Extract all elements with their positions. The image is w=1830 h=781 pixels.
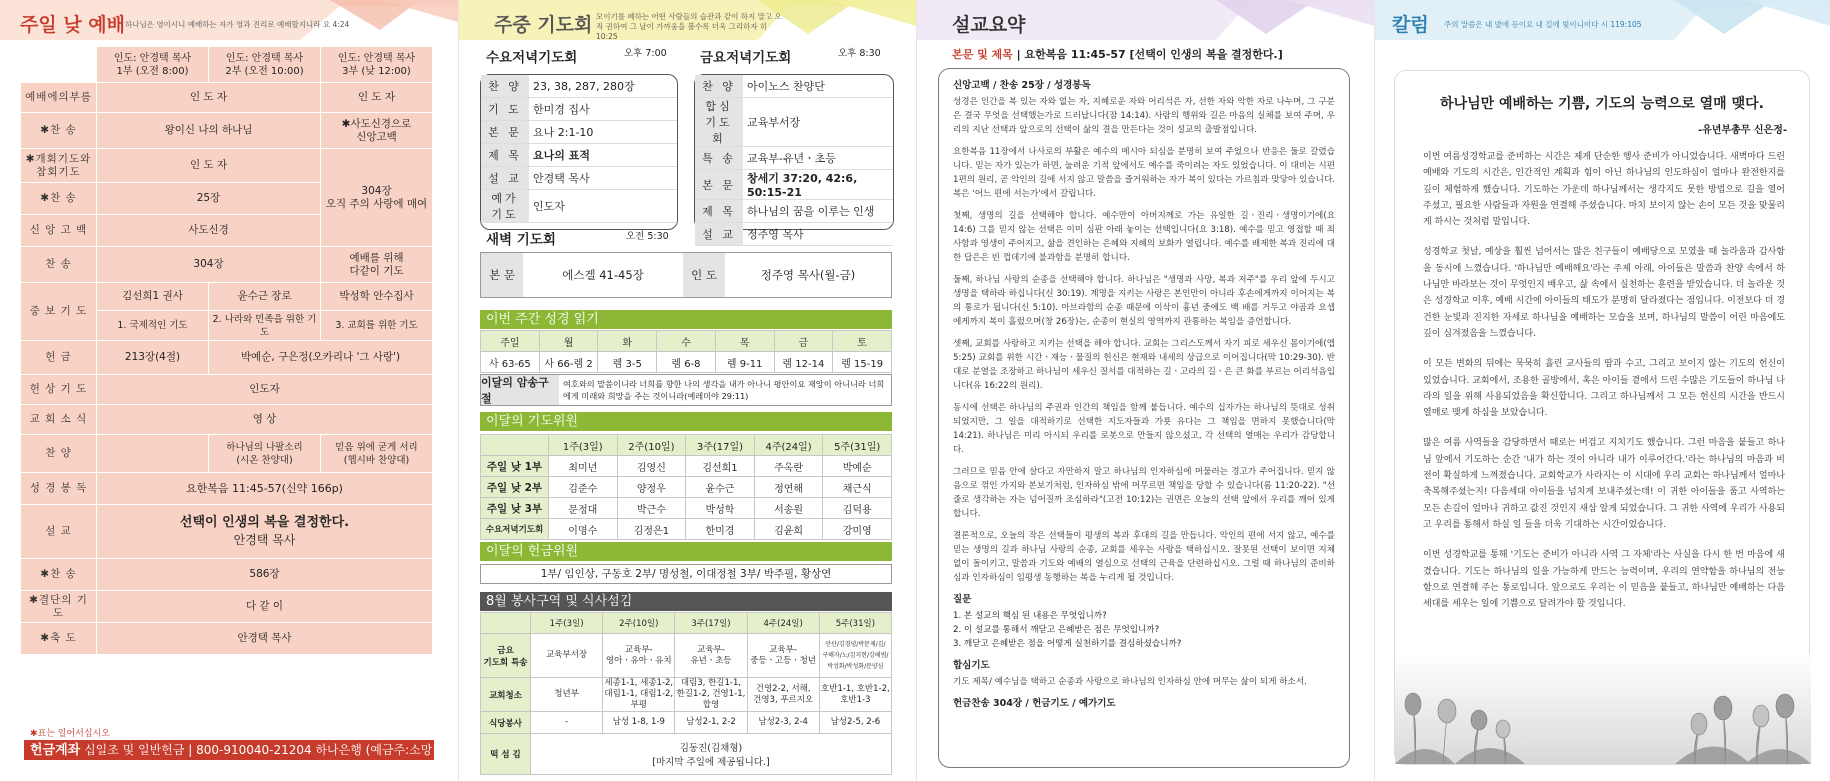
- table-row: [481, 613, 892, 634]
- cell: 304장 오직 주의 사랑에 매여: [321, 149, 433, 247]
- column-box: [1394, 70, 1810, 765]
- row-value: 요나 2:1-10: [529, 121, 677, 144]
- prayer-heading: 합심기도: [953, 660, 990, 671]
- cell: 예배를 위해 다같이 기도: [321, 247, 433, 283]
- row-value: 정주영 목사: [743, 223, 893, 246]
- cell: ✱사도신경으로 신앙고백: [321, 113, 433, 149]
- column-body: [1423, 149, 1785, 626]
- table-row: [21, 113, 433, 149]
- scripture-label: 본문 및 제목: [952, 48, 1013, 61]
- service-cell: 건영2-2, 서해, 건영3, 푸르지오: [747, 678, 819, 712]
- name-cell: 최미년: [549, 456, 618, 477]
- dawn-prayer-box: [480, 252, 892, 298]
- row-value: 한미경 집사: [529, 98, 677, 121]
- row-label: 중 보 기 도: [21, 283, 97, 341]
- table-row: [695, 200, 893, 223]
- service-cell: 안산/김경녕/박문제/김/ 구해자/노/김지현/강해범/ 박성화/박성화/문양심: [819, 634, 891, 678]
- page-title: 설교요약: [952, 14, 1026, 36]
- row-key: 예가기도: [481, 190, 529, 223]
- header-banner: [916, 0, 1374, 42]
- row-value: 안경택 목사: [529, 167, 677, 190]
- sermon-cell: [97, 505, 433, 559]
- service-cell: 교육부- 영아ㆍ유아ㆍ유치: [603, 634, 675, 678]
- cell: 213장(4절): [97, 341, 209, 375]
- tulip-illustration: [1395, 654, 1811, 764]
- table-row: [695, 98, 893, 147]
- name-cell: 김덕용: [823, 498, 892, 519]
- cell: 요한복음 11:45-57(신약 166p): [97, 473, 433, 505]
- reading-day: 월: [539, 331, 598, 352]
- page-title: 칼럼: [1392, 14, 1429, 36]
- name-cell: 김준수: [549, 477, 618, 498]
- week-header: 2주(10일): [617, 435, 686, 456]
- reading-day: 토: [833, 331, 892, 352]
- reading-range: 렘 15-19: [833, 352, 892, 373]
- service-cell: 남성2-1, 2-2: [675, 712, 747, 734]
- fri-prayer-title: 금요저녁기도회: [700, 50, 792, 66]
- sermon-paragraph: 성경은 인간을 복 있는 자와 없는 자, 지혜로운 자와 어리석은 자, 선한 자와 악한 자로 나누며, 그 구분은 결국 무엇을 선택했는가로 드러납니다(잠 14:14). 사람의 행위와 길은 마음의 실체를 보여 주며, 우리의 지난 선택과 앞으로의 선택이 삶의 결을 만든다는 것이 설교의 출발점입니다.: [953, 97, 1335, 135]
- row-label: ✱개회기도와 참회기도: [21, 149, 97, 183]
- row-label: 신 앙 고 백: [21, 215, 97, 247]
- service-cell: 호반1-1, 호반1-2, 호반1-3: [819, 678, 891, 712]
- page-column: [1374, 0, 1830, 780]
- memory-text: 여호와의 말씀이니라 너희를 향한 나의 생각을 내가 아나니 평안이요 재앙이 아니니라 너희에게 미래와 희망을 주는 것이니라(예레미야 29:11): [563, 379, 885, 401]
- dawn-leader: 정주영 목사(월-금): [760, 268, 856, 282]
- week-header: 3주(17일): [675, 613, 747, 634]
- sermon-hymn-heading: 신앙고백 / 찬송 25장 / 성경봉독: [953, 80, 1091, 91]
- service-cell: 남성2-5, 2-6: [819, 712, 891, 734]
- week-header: 5주(31일): [819, 613, 891, 634]
- cell: 304장: [97, 247, 321, 283]
- reading-day: 화: [598, 331, 657, 352]
- sermon-title: 선택이 인생의 복을 결정한다.: [179, 515, 350, 530]
- table-row: [21, 149, 433, 183]
- cell: 박예순, 구은정(오카리나 '그 사랑'): [209, 341, 433, 375]
- row-key: 설 교: [481, 167, 529, 190]
- dawn-key-2: 인 도: [683, 253, 725, 297]
- service-cell: 교육부- 유년ㆍ초등: [675, 634, 747, 678]
- reading-bar: 이번 주간 성경 읽기: [480, 310, 892, 329]
- table-row: [481, 456, 892, 477]
- cell: 25장: [97, 183, 321, 215]
- name-cell: 김선희1: [686, 456, 755, 477]
- merged-cell: 김동진(김채형) [마지막 주일에 제공됩니다.]: [531, 734, 892, 775]
- fri-prayer-time: 오후 8:30: [838, 48, 881, 59]
- row-label: ✱결단의 기도: [21, 591, 97, 623]
- page-weekday-prayer: [458, 0, 916, 780]
- questions-heading: 질문: [953, 594, 972, 605]
- cell: 1. 국제적인 기도: [97, 311, 209, 341]
- row-label: 금요 기도회 특송: [481, 634, 531, 678]
- cell: 김선희1 권사: [97, 283, 209, 311]
- name-cell: 양정우: [617, 477, 686, 498]
- fri-prayer-box: [694, 74, 894, 241]
- row-key: 합심기도회: [695, 98, 743, 147]
- service-cell: -: [531, 712, 603, 734]
- cell: 3. 교회를 위한 기도: [321, 311, 433, 341]
- column-title: 하나님만 예배하는 기쁨, 기도의 능력으로 열매 맺다.: [1440, 96, 1764, 112]
- column-paragraph: 많은 여름 사역들을 감당하면서 때로는 버겁고 지치기도 했습니다. 그런 마음을 붙들고 하나님 앞에서 기도하는 순간 '내가 하는 것이 아니라 내가 이루어간다.'라는 하나님의 마음과 비전이 확실하게 느껴졌습니다. 교회학교가 사라지는 이 시대에 우리 교회는 하나님께서 얼마나 축복해주셨는지! 다음세대 아이들을 넘치게 보내주셨는데! 이 귀한 아이들을 품고 사역하는 모든 손길이 얼마나 귀하고 값진 것인지 새삼 알게 되었습니다. 그 귀한 사역에 우리가 사용되고 우리를 통해서 하실 일 들을 더욱 기대하는 시간이었습니다.: [1423, 438, 1785, 530]
- sermon-paragraph: 결론적으로, 오늘의 작은 선택들이 평생의 복과 후대의 길을 만듭니다. 악인의 편에 서지 않고, 예수를 믿는 생명의 길과 하나님 사랑의 순종, 교회를 세우는 사랑을 택하십시오. 잘못된 선택이 보이면 지체 없이 돌이키고, 말씀과 기도와 예배의 열심으로 선택의 근육을 단련하십시오. 그럴 때 하나님의 준비하심과 인자하심이 임평생 동행하는 복을 누리게 될 것입니다.: [953, 531, 1335, 583]
- row-key: 찬 양: [695, 75, 743, 98]
- table-row: [695, 75, 893, 98]
- cell: 믿음 위에 굳게 서리 (헵시바 찬양대): [321, 435, 433, 473]
- row-key: 설 교: [695, 223, 743, 246]
- table-row: [21, 47, 433, 83]
- cell: 586장: [97, 559, 433, 591]
- table-row: [481, 331, 892, 352]
- row-label: 성 경 봉 독: [21, 473, 97, 505]
- table-row: [481, 519, 892, 540]
- row-key: 본 문: [481, 121, 529, 144]
- cell: 인 도 자: [97, 149, 321, 183]
- page-sermon-summary: [916, 0, 1374, 780]
- table-row: [21, 83, 433, 113]
- sermon-paragraph: 첫째, 생명의 길을 선택해야 합니다. 예수만이 아버지께로 가는 유일한 길ㆍ진리ㆍ생명이기에(요 14:6) 그를 믿지 않는 선택은 이미 심판 아래 놓이는 선택입니다(요 3:18). 예수를 믿고 영접할 때 죄 사함과 영생이 주어지고, 삶을 견인하는 은혜와 지혜의 보화가 열립니다. 예수를 배제한 복과 진리에 대한 답은은 빈 껍데기에 불과함을 분명히 합니다.: [953, 211, 1335, 263]
- reading-range: 렘 9-11: [715, 352, 774, 373]
- week-header: 3주(17일): [686, 435, 755, 456]
- row-label: 예배에의부름: [21, 83, 97, 113]
- service-area-table: [480, 612, 892, 775]
- name-cell: 채근식: [823, 477, 892, 498]
- row-label: 식당봉사: [481, 712, 531, 734]
- service-cell: 대림3, 한길1-1, 한길1-2, 건영1-1, 합영: [676, 678, 746, 710]
- reading-range: 사 63-65: [481, 352, 540, 373]
- row-key: 제 목: [695, 200, 743, 223]
- cell: 인도자: [97, 375, 433, 405]
- cell: 왕이신 나의 하나님: [97, 113, 321, 149]
- cell: 안경택 목사: [97, 623, 433, 655]
- table-row: [481, 98, 677, 121]
- dawn-prayer-title: 새벽 기도회: [486, 232, 556, 248]
- row-value: 23, 38, 287, 280장: [529, 75, 677, 98]
- worship-order-table: [20, 46, 433, 655]
- fri-prayer-table: [695, 75, 893, 246]
- wed-prayer-table: [481, 75, 677, 223]
- page-subtitle: 주의 말씀은 내 발에 등이요 내 길에 빛이니이다 시 119:105: [1444, 20, 1642, 29]
- row-label: 헌 금: [21, 341, 97, 375]
- question-list: [953, 609, 1335, 651]
- row-label: ✱축 도: [21, 623, 97, 655]
- bank-account-bar: [24, 740, 434, 778]
- row-label: ✱찬 송: [21, 559, 97, 591]
- table-row: [21, 247, 433, 283]
- reading-day: 수: [657, 331, 716, 352]
- sermon-body: [953, 95, 1335, 585]
- wed-prayer-title: 수요저녁기도회: [486, 50, 578, 66]
- row-label: 주일 낮 3부: [481, 498, 549, 519]
- table-row: [21, 591, 433, 623]
- cell: 박성학 안수집사: [321, 283, 433, 311]
- table-row: [695, 147, 893, 170]
- bank-label: 헌금계좌: [30, 743, 81, 758]
- sermon-paragraph: 둘째, 하나님 사랑의 순종을 선택해야 합니다. 하나님은 "생명과 사망, 복과 저주"를 우리 앞에 두시고 생명을 택하라 하십니다(신 30:19). 계명을 지키는 사랑은 본인만이 아니라 후손에게까지 이어지는 복의 통로가 됩니다(신 5:10). 아브라함의 순종 때문에 이삭이 흉년 중에도 백 배를 거두고 야곱과 요셉에게까지 복이 흘렀으며(창 26장)는, 순종이 현실의 영역까지 관통하는 복임을 증언합니다.: [953, 275, 1335, 327]
- sermon-paragraph: 그러므로 믿음 안에 살다고 자만하지 말고 하나님의 인자하심에 머물러는 경고가 주어집니다. 믿지 않음으로 꺾인 가지와 본보기처럼, 인자하심 밖에 머무르면 책임을 당할 수 있습니다(롬 11:20-22). "선 줄로 생각하는 자는 넘어질까 조심하라"(고전 10:12)는 권면은 오늘의 선택 앞에서 우리를 깨어 있게 합니다.: [953, 467, 1335, 519]
- row-key: 기 도: [481, 98, 529, 121]
- name-cell: 한미경: [686, 519, 755, 540]
- cell: 인 도 자: [97, 83, 321, 113]
- table-row: [481, 75, 677, 98]
- name-cell: 박근수: [617, 498, 686, 519]
- table-row: [481, 634, 892, 678]
- table-row: [21, 341, 433, 375]
- name-cell: 서송원: [754, 498, 823, 519]
- page-title: 주일 낮 예배: [20, 14, 125, 36]
- column-paragraph: 이번 여름성경학교를 준비하는 시간은 제게 단순한 행사 준비가 아니었습니다. 새벽마다 드린 예배와 기도의 시간은, 인간적인 계획과 힘이 아닌 하나님의 인도하심이 얼마나 완전한지를 깊이 체험하게 했습니다. 기도하는 가운데 하나님께서는 생각지도 못한 방법으로 길을 열어 주셨고, 필요한 사람들과 자원을 연결해 주셨습니다. 마치 보이지 않는 손이 모든 것을 맞물리게 하시는 것처럼 말입니다.: [1423, 152, 1785, 228]
- row-value: 아이노스 찬양단: [743, 75, 893, 98]
- table-row: [21, 435, 433, 473]
- reading-range: 렘 6-8: [657, 352, 716, 373]
- service-1-header: 인도: 안경택 목사 1부 (오전 8:00): [97, 47, 209, 83]
- cell: 하나님의 나팔소리 (시온 찬양대): [209, 435, 321, 473]
- scripture-heading: 본문 및 제목 | 요한복음 11:45-57 [선택이 인생의 복을 결정한다.]: [952, 48, 1283, 61]
- name-cell: 정연해: [754, 477, 823, 498]
- service-cell: 남성2-3, 2-4: [747, 712, 819, 734]
- service-cell: 교육부서장: [531, 634, 603, 678]
- week-header: 2주(10일): [603, 613, 675, 634]
- table-row: [21, 283, 433, 311]
- table-row: [481, 734, 892, 775]
- service-area-bar: 8월 봉사구역 및 식사섬김: [480, 592, 892, 611]
- corner-cell: [481, 613, 531, 634]
- page-divider: [1374, 0, 1375, 780]
- column-paragraph: 성경학교 첫날, 예상을 훨씬 넘어서는 많은 친구들이 예배당으로 모였을 때 놀라움과 감사함을 동시에 느꼈습니다. '하나님만 예배해요'라는 주제 아래, 아이들은 말씀과 찬양 속에서 하나님만 바라보는 것이 무엇인지 배우고, 삶 속에서 실천하는 훈련을 받았습니다. 더 놀라운 것은 성경학교 이후, 예배 시간에 아이들의 태도가 분명히 달라졌다는 점입니다. 이전보다 더 경건한 눈빛과 진지한 자세로 하나님을 예배하는 모습을 보며, 하나님의 말씀이 어린 마음에도 깊이 심겨졌음을 느꼈습니다.: [1423, 247, 1785, 339]
- service-2-header: 인도: 안경택 목사 2부 (오전 10:00): [209, 47, 321, 83]
- reading-range: 렘 3-5: [598, 352, 657, 373]
- sermon-footer: 헌금찬송 304장 / 헌금기도 / 예가기도: [953, 698, 1116, 709]
- week-header: 1주(3일): [531, 613, 603, 634]
- question-item: 2. 이 설교를 통해서 깨닫고 은혜받은 점은 무엇입니까?: [953, 625, 1160, 635]
- sermon-preacher: 안경택 목사: [233, 533, 296, 547]
- table-row: [21, 473, 433, 505]
- table-row: [695, 170, 893, 200]
- table-row: [481, 352, 892, 373]
- header-banner: [458, 0, 916, 42]
- service-3-header: 인도: 안경택 목사 3부 (낮 12:00): [321, 47, 433, 83]
- wed-prayer-box: [480, 74, 678, 230]
- sermon-paragraph: 요한복음 11장에서 나사로의 부활은 예수의 메시아 되심을 분명히 보여 주었으나 반응은 둘로 갈렸습니다. 믿는 자가 있는가 하면, 눌려운 기적 앞에서도 예수를 죽이려는 자도 있었습니다. 이 대비는 시편 1편의 원리, 곧 악인의 길에 서지 않고 말씀을 즐거워하는 자가 복이 있다는 가르침과 맞닿아 있습니다. 복은 '어느 편에 서는가'에서 갈립니다.: [953, 147, 1335, 199]
- page-title: 주중 기도회: [494, 14, 593, 36]
- row-value: 교육부-유년ㆍ초등: [743, 147, 893, 170]
- header-banner: [1374, 0, 1830, 42]
- row-label: ✱찬 송: [21, 183, 97, 215]
- row-value: 요나의 표적: [529, 144, 677, 167]
- table-row: [21, 559, 433, 591]
- service-cell: 교육부- 중등ㆍ고등ㆍ청년: [747, 634, 819, 678]
- offering-committee-text: 1부/ 임인상, 구동호 2부/ 명성철, 이대정철 3부/ 박주필, 황상연: [480, 564, 892, 584]
- service-cell: 세종1-1, 세종1-2, 대림1-1, 대림1-2, 부평: [604, 678, 674, 710]
- row-key: 본 문: [695, 170, 743, 200]
- row-key: 특 송: [695, 147, 743, 170]
- table-row: [21, 505, 433, 559]
- bank-text: 십일조 및 일반헌금 | 800-910040-21204 하나은행 (예금주:소망교회): [30, 743, 433, 778]
- row-label: 교 회 소 식: [21, 405, 97, 435]
- row-value: 교육부서장: [743, 98, 893, 147]
- corner-cell: [481, 435, 549, 456]
- row-label: 주일 낮 1부: [481, 456, 549, 477]
- row-label: 헌 상 기 도: [21, 375, 97, 405]
- reading-day: 목: [715, 331, 774, 352]
- row-value: 인도자: [529, 190, 677, 223]
- cell: 사도신경: [97, 215, 321, 247]
- row-key: 제 목: [481, 144, 529, 167]
- question-item: 1. 본 설교의 핵심 된 내용은 무엇입니까?: [953, 611, 1107, 621]
- row-label: 설 교: [21, 505, 97, 559]
- cell: 윤수근 장로: [209, 283, 321, 311]
- row-label: 찬 양: [21, 435, 97, 473]
- sermon-box: [938, 68, 1350, 768]
- table-row: [481, 121, 677, 144]
- table-row: [481, 498, 892, 519]
- memory-label: 이달의 암송구절: [481, 375, 559, 405]
- row-label: 주일 낮 2부: [481, 477, 549, 498]
- standing-note: ✱표는 일어서십시오: [30, 729, 110, 739]
- column-paragraph: 이 모든 변화의 뒤에는 묵묵히 흘린 교사들의 땀과 수고, 그리고 보이지 않는 기도의 헌신이 있었습니다. 교회에서, 조용한 골방에서, 혹은 아이들 곁에서 드린 수많은 기도들이 하나님 나라의 일을 위해 사용되었음을 확신합니다. 그리고 하나님께서 그 모든 헌신의 시간을 반드시 열매로 맺게 하심을 보았습니다.: [1423, 359, 1785, 419]
- name-cell: 박예순: [823, 456, 892, 477]
- row-label: ✱찬 송: [21, 113, 97, 149]
- week-header: 4주(24일): [747, 613, 819, 634]
- sermon-paragraph: 동시에 선택은 하나님의 주권과 인간의 책임을 함께 붙듭니다. 예수의 십자가는 하나님의 뜻대로 성취되었지만, 그 일을 대적하기로 선택한 지도자들과 가룟 유다는 그 책임을 면하지 못했습니다(막 14:21). 하나님은 미리 아시되 우리를 로봇으로 만들지 않으셨고, 각 선택의 열매는 우리가 감당합니다.: [953, 403, 1335, 455]
- reading-range: 렘 12-14: [774, 352, 833, 373]
- week-header: 1주(3일): [549, 435, 618, 456]
- name-cell: 강미영: [823, 519, 892, 540]
- sermon-paragraph: 셋째, 교회를 사랑하고 지키는 선택을 해야 합니다. 교회는 그리스도께서 자기 피로 세우신 몸이기에(엡 5:25) 교회를 위한 시간ㆍ재능ㆍ물질의 헌신은 현재와 내세의 상급으로 이어집니다(막 10:29-30). 반대로 분열을 조장하고 하나님이 세우신 질서를 대적하는 길ㆍ고라의 길ㆍ은 큰 화를 부르는 어리석음입니다(유 16:22의 원리).: [953, 339, 1335, 391]
- name-cell: 윤수근: [686, 477, 755, 498]
- reading-table: [480, 330, 892, 373]
- service-cell: 남성 1-8, 1-9: [603, 712, 675, 734]
- week-header: 4주(24일): [754, 435, 823, 456]
- table-row: [21, 405, 433, 435]
- name-cell: 문정대: [549, 498, 618, 519]
- header-banner: [0, 0, 458, 42]
- prayer-committee-table: [480, 434, 892, 540]
- name-cell: 박성학: [686, 498, 755, 519]
- question-item: 3. 깨닫고 은혜받은 점을 어떻게 실천하기를 결심하셨습니까?: [953, 639, 1182, 649]
- prayer-committee-bar: 이달의 기도위원: [480, 412, 892, 431]
- memory-verse-box: [480, 374, 892, 406]
- column-paragraph: 이번 성경학교를 통해 '기도는 준비가 아니라 사역 그 자체'라는 사실을 다시 한 번 마음에 새겼습니다. 기도는 하나님의 일을 가능하게 만드는 능력이며, 우리의 연약함을 하나님의 전능함으로 연결해 주는 통로입니다. 앞으로도 우리는 이 믿음을 붙들고, 하나님만 예배하는 다음 세대를 세우는 일에 기쁨으로 달려가야 할 것입니다.: [1423, 550, 1785, 610]
- table-row: [695, 223, 893, 246]
- table-row: [481, 477, 892, 498]
- cell: 인 도 자: [321, 83, 433, 113]
- table-row: [481, 190, 677, 223]
- wed-prayer-time: 오후 7:00: [624, 48, 667, 59]
- page-subtitle: 하나님은 영이시니 예배하는 자가 영과 진리로 예배할지니라 요 4:24: [125, 20, 350, 29]
- table-row: [481, 144, 677, 167]
- name-cell: 이명수: [549, 519, 618, 540]
- reading-day: 금: [774, 331, 833, 352]
- dawn-key-1: 본 문: [481, 253, 523, 297]
- row-key: 찬 양: [481, 75, 529, 98]
- cell: 다 같 이: [97, 591, 433, 623]
- table-row: [21, 375, 433, 405]
- table-row: [21, 623, 433, 655]
- dawn-passage: 에스겔 41-45장: [562, 268, 644, 282]
- page-divider: [458, 0, 459, 780]
- row-label: 떡 섬 김: [481, 734, 531, 775]
- table-row: [481, 678, 892, 712]
- name-cell: 김윤희: [754, 519, 823, 540]
- column-author: -유년부총무 신은정-: [1697, 125, 1787, 136]
- week-header: 5주(31일): [823, 435, 892, 456]
- prayer-text: 기도 제목/ 예수님을 택하고 순종과 사랑으로 하나님의 인자하심 안에 머무는 삶이 되게 하소서.: [953, 677, 1307, 687]
- table-row: [481, 712, 892, 734]
- row-label: 교회청소: [481, 678, 531, 712]
- table-row: [481, 435, 892, 456]
- page-subtitle: 모이기를 폐하는 어떤 사람들의 습관과 같이 하지 말고 오직 권하여 그 날이 가까움을 볼수록 더욱 그리하자 히 10:25: [596, 12, 782, 41]
- dawn-prayer-time: 오전 5:30: [626, 231, 669, 242]
- offering-committee-bar: 이달의 헌금위원: [480, 542, 892, 561]
- reading-day: 주일: [481, 331, 540, 352]
- row-value: 하나님의 꿈을 이루는 인생: [743, 200, 893, 223]
- cell: 영 상: [97, 405, 433, 435]
- service-cell: 청년부: [531, 678, 603, 712]
- row-label: 수요저녁기도회: [481, 519, 549, 540]
- name-cell: 주옥란: [754, 456, 823, 477]
- name-cell: 김영신: [617, 456, 686, 477]
- row-label: 찬 송: [21, 247, 97, 283]
- page-divider: [916, 0, 917, 780]
- row-value: 창세기 37:20, 42:6, 50:15-21: [743, 170, 893, 200]
- page-sunday-worship: [0, 0, 458, 780]
- cell: 2. 나라와 민족을 위한 기도: [209, 311, 321, 341]
- table-row: [481, 167, 677, 190]
- name-cell: 김정은1: [617, 519, 686, 540]
- scripture-text: 요한복음 11:45-57 [선택이 인생의 복을 결정한다.]: [1024, 48, 1283, 61]
- reading-range: 사 66-렘 2: [539, 352, 598, 373]
